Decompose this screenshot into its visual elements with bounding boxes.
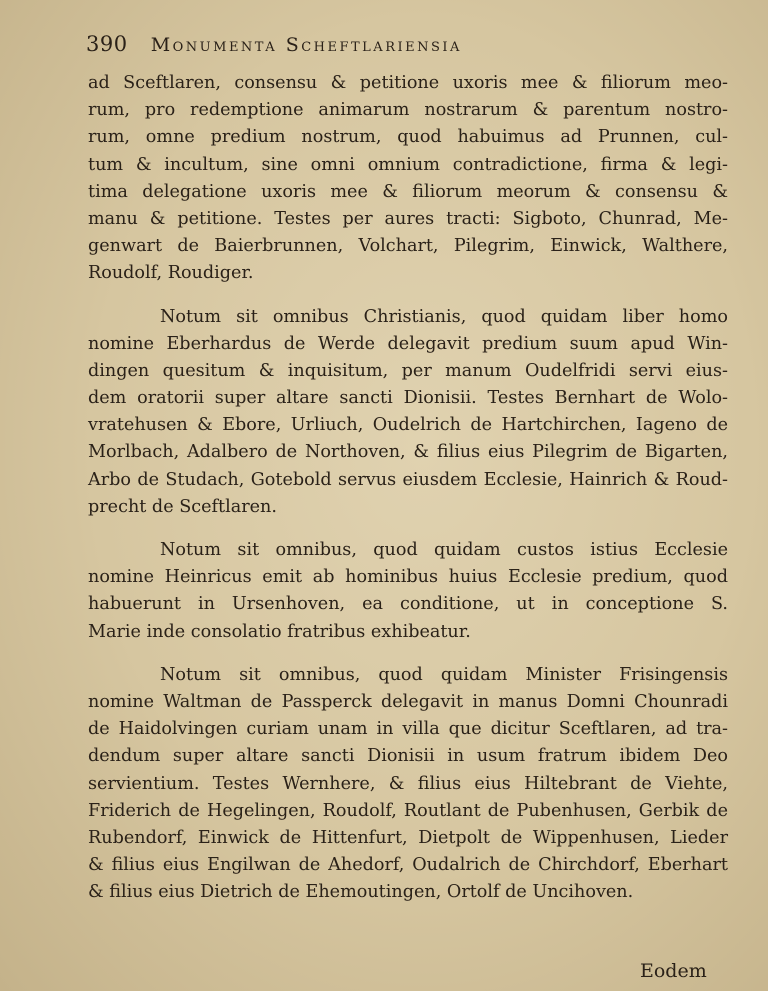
page-number: 390 xyxy=(86,32,128,56)
text-line: servientium. Testes Wernhere, & filius eius Hiltebrant de Viehte, xyxy=(88,773,728,794)
text-line: Marie inde consolatio fratribus exhibeatur. xyxy=(88,621,471,642)
text-line: genwart de Baierbrunnen, Volchart, Pilegrim, Einwick, Walthere, xyxy=(88,236,728,257)
text-line: Morlbach, Adalbero de Northoven, & filius eius Pilegrim de Bigarten, xyxy=(88,442,728,463)
text-line: habuerunt in Ursenhoven, ea conditione, ut in conceptione S. xyxy=(88,594,728,615)
paragraph-2 xyxy=(88,304,728,522)
text-line: & filius eius Engilwan de Ahedorf, Oudalrich de Chirchdorf, Eberhart xyxy=(88,855,728,876)
paragraph-4 xyxy=(88,662,728,907)
text-line: & filius eius Dietrich de Ehemoutingen, Ortolf de Uncihoven. xyxy=(88,882,634,903)
running-head: Monumenta Scheftlariensia xyxy=(150,34,462,56)
text-line: ad Sceftlaren, consensu & petitione uxoris mee & filiorum meo- xyxy=(88,73,728,93)
text-line: Notum sit omnibus Christianis, quod quidam liber homo xyxy=(160,306,728,327)
text-line: dingen quesitum & inquisitum, per manum Oudelfridi servi eius- xyxy=(88,360,728,381)
text-line: de Haidolvingen curiam unam in villa que dicitur Sceftlaren, ad tra- xyxy=(88,719,728,740)
text-line: Arbo de Studach, Gotebold servus eiusdem Ecclesie, Hainrich & Roud- xyxy=(88,469,728,490)
text-line: rum, pro redemptione animarum nostrarum & parentum nostro- xyxy=(88,100,728,121)
page-header xyxy=(86,32,726,62)
catchword: Eodem xyxy=(640,960,707,982)
text-line: Roudolf, Roudiger. xyxy=(88,263,254,284)
text-line: Notum sit omnibus, quod quidam Minister Frisingensis xyxy=(160,664,728,685)
text-line: Friderich de Hegelingen, Roudolf, Routlant de Pubenhusen, Gerbik de xyxy=(88,800,728,821)
text-line: tum & incultum, sine omni omnium contradictione, firma & legi- xyxy=(88,154,728,175)
text-line: vratehusen & Ebore, Urliuch, Oudelrich de Hartchirchen, Iageno de xyxy=(88,415,728,436)
text-line: nomine Waltman de Passperck delegavit in manus Domni Chounradi xyxy=(88,691,728,712)
text-line: dem oratorii super altare sancti Dionisii. Testes Bernhart de Wolo- xyxy=(88,388,728,409)
text-line: Rubendorf, Einwick de Hittenfurt, Dietpolt de Wippenhusen, Lieder xyxy=(88,827,728,848)
text-line: tima delegatione uxoris mee & filiorum meorum & consensu & xyxy=(88,181,728,202)
text-line: nomine Heinricus emit ab hominibus huius Ecclesie predium, quod xyxy=(88,567,728,588)
paragraph-1 xyxy=(88,70,728,288)
text-line: precht de Sceftlaren. xyxy=(88,496,277,517)
text-line: manu & petitione. Testes per aures tracti: Sigboto, Chunrad, Me- xyxy=(88,208,728,229)
text-line: rum, omne predium nostrum, quod habuimus ad Prunnen, cul- xyxy=(88,127,728,148)
text-line: nomine Eberhardus de Werde delegavit predium suum apud Win- xyxy=(88,333,728,354)
text-line: dendum super altare sancti Dionisii in usum fratrum ibidem Deo xyxy=(88,746,728,767)
paragraph-3 xyxy=(88,537,728,646)
text-line: Notum sit omnibus, quod quidam custos istius Ecclesie xyxy=(160,540,728,560)
page-body xyxy=(88,70,728,906)
